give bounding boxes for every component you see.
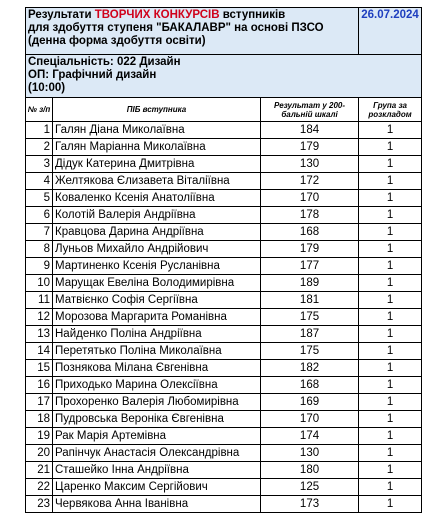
row-number: 22 [26, 479, 53, 496]
row-number: 19 [26, 428, 53, 445]
score-value: 130 [261, 445, 359, 462]
score-value: 125 [261, 479, 359, 496]
table-row [26, 258, 422, 275]
group-value: 1 [359, 462, 422, 479]
score-value: 175 [261, 343, 359, 360]
table-row [26, 275, 422, 292]
col-header-num: № з/п [26, 98, 53, 122]
table-row [26, 156, 422, 173]
applicant-name: Галян Діана Миколаївна [53, 122, 261, 139]
row-number: 14 [26, 343, 53, 360]
row-number: 12 [26, 309, 53, 326]
table-row [26, 343, 422, 360]
table-row [26, 241, 422, 258]
applicant-name: Морозова Маргарита Романівна [53, 309, 261, 326]
title-suffix: вступників [219, 9, 286, 21]
row-number: 1 [26, 122, 53, 139]
score-value: 130 [261, 156, 359, 173]
score-value: 179 [261, 139, 359, 156]
table-row [26, 479, 422, 496]
table-row [26, 377, 422, 394]
group-value: 1 [359, 377, 422, 394]
applicant-name: Луньов Михайло Андрійович [53, 241, 261, 258]
title-line-1 [28, 9, 356, 22]
applicant-name: Рак Марія Артемівна [53, 428, 261, 445]
row-number: 11 [26, 292, 53, 309]
applicant-name: Колотій Валерія Андріївна [53, 207, 261, 224]
table-row [26, 411, 422, 428]
applicant-name: Познякова Мілана Євгенівна [53, 360, 261, 377]
applicant-name: Марущак Евеліна Володимирівна [53, 275, 261, 292]
group-value: 1 [359, 173, 422, 190]
score-value: 181 [261, 292, 359, 309]
applicant-name: Коваленко Ксенія Анатоліївна [53, 190, 261, 207]
title-cell [26, 8, 359, 55]
title-row [26, 8, 422, 55]
group-value: 1 [359, 241, 422, 258]
group-value: 1 [359, 428, 422, 445]
row-number: 4 [26, 173, 53, 190]
group-value: 1 [359, 343, 422, 360]
specialty-row [26, 55, 422, 98]
table-row [26, 309, 422, 326]
score-value: 170 [261, 190, 359, 207]
row-number: 7 [26, 224, 53, 241]
row-number: 10 [26, 275, 53, 292]
group-value: 1 [359, 326, 422, 343]
applicant-name: Найденко Поліна Андріївна [53, 326, 261, 343]
title-line-3: (денна форма здобуття освіти) [28, 35, 206, 47]
specialty-cell [26, 55, 422, 98]
table-row [26, 139, 422, 156]
applicant-name: Перетятько Поліна Миколаївна [53, 343, 261, 360]
score-value: 182 [261, 360, 359, 377]
score-value: 180 [261, 462, 359, 479]
row-number: 5 [26, 190, 53, 207]
group-value: 1 [359, 394, 422, 411]
row-number: 17 [26, 394, 53, 411]
title-prefix: Результати [28, 9, 95, 21]
group-value: 1 [359, 207, 422, 224]
row-number: 15 [26, 360, 53, 377]
table-row [26, 428, 422, 445]
score-value: 178 [261, 207, 359, 224]
score-value: 169 [261, 394, 359, 411]
row-number: 13 [26, 326, 53, 343]
col-header-score: Результат у 200-бальній шкалі [261, 98, 359, 122]
score-value: 174 [261, 428, 359, 445]
group-value: 1 [359, 122, 422, 139]
score-value: 172 [261, 173, 359, 190]
col-header-name: ПІБ вступника [53, 98, 261, 122]
row-number: 23 [26, 496, 53, 513]
group-value: 1 [359, 224, 422, 241]
applicant-name: Галян Маріанна Миколаївна [53, 139, 261, 156]
group-value: 1 [359, 360, 422, 377]
applicant-name: Червякова Анна Іванівна [53, 496, 261, 513]
score-value: 170 [261, 411, 359, 428]
table-row [26, 496, 422, 513]
score-value: 184 [261, 122, 359, 139]
score-value: 168 [261, 377, 359, 394]
table-row [26, 207, 422, 224]
applicant-name: Желтякова Єлизавета Віталіївна [53, 173, 261, 190]
specialty-label: Спеціальність: 022 Дизайн [28, 56, 181, 68]
date-cell: 26.07.2024 [359, 8, 422, 55]
table-row [26, 394, 422, 411]
table-row [26, 292, 422, 309]
group-value: 1 [359, 156, 422, 173]
row-number: 16 [26, 377, 53, 394]
time-label: (10:00) [28, 82, 66, 94]
group-value: 1 [359, 496, 422, 513]
applicant-name: Дідук Катерина Дмитрівна [53, 156, 261, 173]
applicant-name: Приходько Марина Олексіївна [53, 377, 261, 394]
group-value: 1 [359, 275, 422, 292]
group-value: 1 [359, 445, 422, 462]
applicant-name: Царенко Максим Сергійович [53, 479, 261, 496]
group-value: 1 [359, 139, 422, 156]
row-number: 3 [26, 156, 53, 173]
row-number: 2 [26, 139, 53, 156]
applicant-name: Сташейко Інна Андріївна [53, 462, 261, 479]
applicant-name: Рапінчук Анастасія Олександрівна [53, 445, 261, 462]
score-value: 173 [261, 496, 359, 513]
score-value: 189 [261, 275, 359, 292]
group-value: 1 [359, 190, 422, 207]
group-value: 1 [359, 411, 422, 428]
table-row [26, 224, 422, 241]
score-value: 179 [261, 241, 359, 258]
table-row [26, 326, 422, 343]
title-line-2: для здобуття ступеня "БАКАЛАВР" на основі ПЗСО [28, 22, 324, 34]
results-table [25, 7, 422, 513]
title-highlight: ТВОРЧИХ КОНКУРСІВ [94, 9, 220, 21]
applicant-name: Кравцова Дарина Андріївна [53, 224, 261, 241]
row-number: 9 [26, 258, 53, 275]
applicant-name: Матвієнко Софія Сергіївна [53, 292, 261, 309]
table-row [26, 445, 422, 462]
score-value: 187 [261, 326, 359, 343]
row-number: 20 [26, 445, 53, 462]
group-value: 1 [359, 309, 422, 326]
score-value: 175 [261, 309, 359, 326]
table-row [26, 122, 422, 139]
table-row [26, 462, 422, 479]
row-number: 21 [26, 462, 53, 479]
col-header-group: Група за розкладом [359, 98, 422, 122]
row-number: 8 [26, 241, 53, 258]
table-row [26, 190, 422, 207]
group-value: 1 [359, 479, 422, 496]
table-row [26, 360, 422, 377]
program-label: ОП: Графічний дизайн [28, 69, 157, 81]
table-row [26, 173, 422, 190]
applicant-name: Прохоренко Валерія Любомирівна [53, 394, 261, 411]
score-value: 177 [261, 258, 359, 275]
row-number: 18 [26, 411, 53, 428]
group-value: 1 [359, 292, 422, 309]
score-value: 168 [261, 224, 359, 241]
applicant-name: Мартиненко Ксенія Русланівна [53, 258, 261, 275]
column-header-row [26, 98, 422, 122]
applicant-name: Пудровська Вероніка Євгенівна [53, 411, 261, 428]
row-number: 6 [26, 207, 53, 224]
group-value: 1 [359, 258, 422, 275]
